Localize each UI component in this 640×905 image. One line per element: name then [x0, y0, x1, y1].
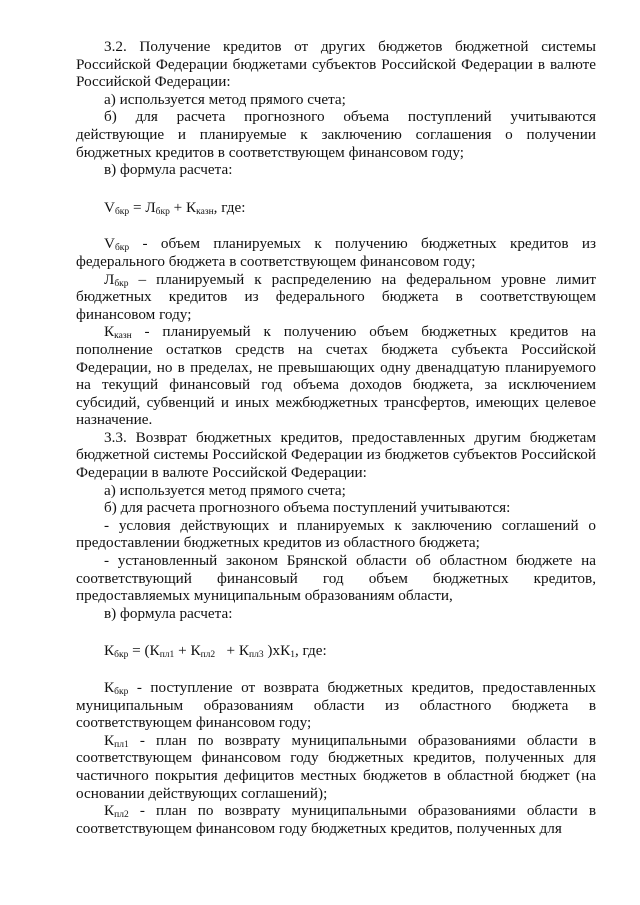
definition-k-bkr: $К_{бкр}$ - поступление от возврата бюджетных кредитов, предоставленных муниципальным образованиям области из областного бюджета в соответствующем финансовом году; — [76, 679, 596, 732]
definition-l-bkr: $Л_{бкр}$ – планируемый к распределению на федеральном уровне лимит бюджетных кредитов из федерального бюджета в соответствующем финансовом году; — [76, 270, 596, 323]
item-v-formula-label: в) формула расчета: — [104, 161, 233, 179]
definition-k-pl1: $К_{пл1}$ - план по возврату муниципальными образованиями области в соответствующем финансовом году бюджетных кредитов, полученных для частичного покрытия дефицитов местных бюджетов в областной бюджет (на основании действующих соглашений); — [76, 731, 596, 802]
bullet-agreement-conditions: - условия действующих и планируемых к заключению соглашений о предоставлении бюджетных кредитов из областного бюджета; — [76, 516, 596, 552]
definition-k-kazn: $К_{казн}$ - планируемый к получению объем бюджетных кредитов на пополнение остатков средств на счетах бюджета субъекта Российской Федерации, но в пределах, не превышающих одну двенадцатую планируемого на текущий финансовый год объема доходов бюджета, за исключением субсидий, субвенций и иных межбюджетных трансфертов, имеющих целевое назначение. — [76, 323, 596, 429]
definition-v-bkr: $V_{бкр}$ - объем планируемых к получению бюджетных кредитов из федерального бюджета в соответствующем финансовом году; — [76, 235, 596, 270]
document-page — [76, 38, 596, 837]
section-3-2-heading: 3.2. Получение кредитов от других бюджетов бюджетной системы Российской Федерации бюджетами субъектов Российской Федерации в валюте Российской Федерации: — [76, 38, 596, 91]
formula-budget-credits-returned: $К_{бкр} = (К_{пл1} + К_{пл2} + К_{пл3}$ )$хК_1$, где: — [104, 642, 327, 661]
bullet-regional-law-volume: - установленный законом Брянской области об областном бюджете на соответствующий финансовый год объем бюджетных кредитов, предоставляемых муниципальным образованиям области, — [76, 552, 596, 605]
item-v-formula-label-2: в) формула расчета: — [104, 604, 233, 622]
definition-k-pl2: $К_{пл2}$ - план по возврату муниципальными образованиями области в соответствующем финансовом году бюджетных кредитов, полученных для — [76, 802, 596, 837]
item-b-considered: б) для расчета прогнозного объема поступлений учитываются: — [104, 499, 511, 517]
item-a-direct-method-2: а) используется метод прямого счета; — [104, 481, 346, 499]
section-3-3-heading: 3.3. Возврат бюджетных кредитов, предоставленных другим бюджетам бюджетной системы Российской Федерации из бюджетов субъектов Российской Федерации в валюте Российской Федерации: — [76, 428, 596, 482]
formula-budget-credits-received: $V_{бкр} = Л_{бкр} + К_{казн}$, где: — [104, 198, 246, 217]
item-b-calculation-basis: б) для расчета прогнозного объема поступлений учитываются действующие и планируемые к заключению соглашения о получении бюджетных кредитов в соответствующем финансовом году; — [76, 108, 596, 161]
item-a-direct-method: а) используется метод прямого счета; — [104, 90, 346, 108]
